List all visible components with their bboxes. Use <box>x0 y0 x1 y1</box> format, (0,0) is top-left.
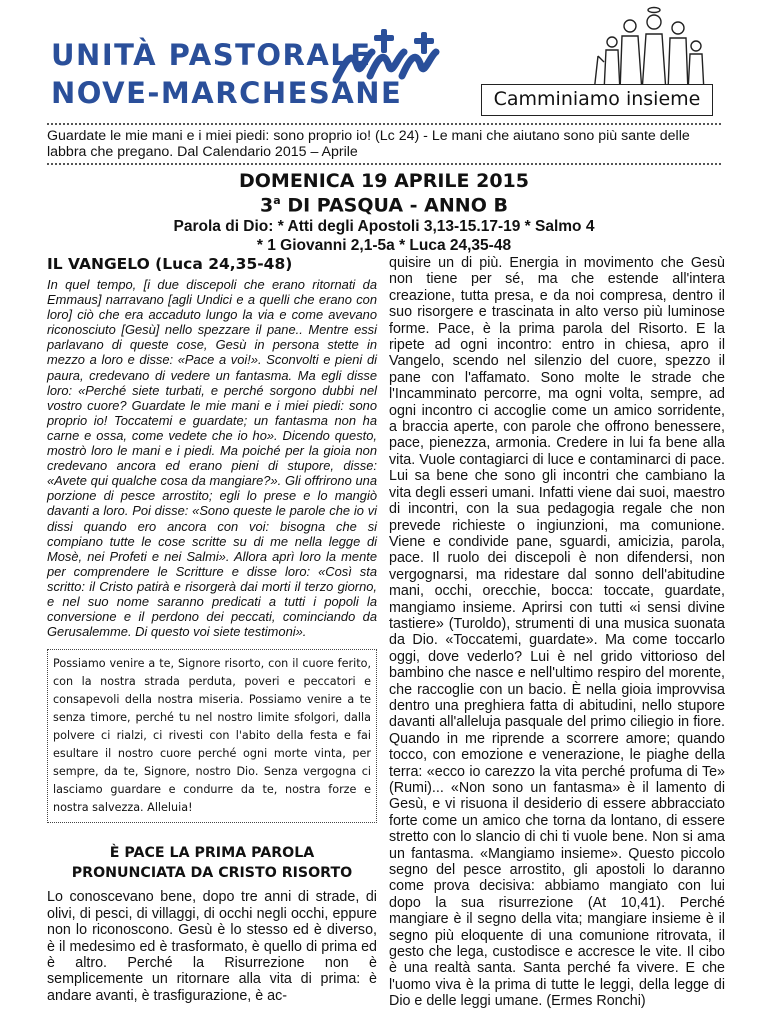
left-column <box>47 255 377 1004</box>
parish-title-line1: UNITÀ PASTORALE <box>51 38 372 72</box>
right-column <box>389 255 725 1010</box>
commentary-heading-line1: È PACE LA PRIMA PAROLA <box>109 845 315 862</box>
commentary-heading <box>47 843 377 883</box>
commentary-text-left: Lo conoscevano bene, dopo tre anni di strade, di olivi, di pesci, di villaggi, di occhi negli occhi, eppure non lo riconoscono. Gesù è lo stesso ed è diverso, è il medesimo ed è trasformato, è quello di prima ed è altro. Perché la Risurrezione non è semplicemente un ritornare alla vita di prima: è andare avanti, è trasfigurazione, è ac- <box>47 889 377 1004</box>
tagline-box: Camminiamo insieme <box>481 84 713 116</box>
parish-title-line2: NOVE-MARCHESANE <box>51 76 403 110</box>
commentary-text-right: quisire un di più. Energia in movimento che Gesù non tiene per sé, ma che estende all'intera creazione, tutta presa, e da noi compresa, dentro il suo risorgere e trascinata in alto verso più luminose forme. Pace, è la prima parola del Risorto. E la ripete ad ogni incontro: entro in chiesa, apro il Vangelo, scendo nel silenzio del cuore, spezzo il pane con l'affamato. Sono molte le strade che l'Incamminato percorre, ma ogni volta, sempre, ad ogni incontro ci accoglie come un amico sorridente, a braccia aperte, con parole che offrono benessere, pace, pienezza, armonia. Credere in lui fa bene alla vita. Vuole contagiarci di luce e contaminarci di pace. Lui sa bene che sono gli incontri che cambiano la vita degli esseri umani. Infatti viene dai suoi, maestro di incontri, con la sua pedagogia regale che non prevede richieste o ingiunzioni, ma comunione. Viene e condivide pane, sguardi, amicizia, parola, pace. Il ruolo dei discepoli è non difendersi, non vergognarsi, ma ridestare dal sonno dell'abitudine mani, occhi, orecchie, bocca: toccate, guardate, mangiamo insieme. Aprirsi con tutti «i sensi divine tastiere» (Turoldo), strumenti di una musica suonata da Dio. «Toccatemi, guardate». Ma come toccarlo oggi, dove vederlo? Lui è nel grido vittorioso del bambino che nasce e nell'ultimo respiro del morente, che raccoglie con un bacio. È nella gioia improvvisa dentro una preghiera fatta di abitudini, nello stupore davanti all'alleluja pasquale del primo ciliegio in fiore. Quando in me riprende a scorrere amore; quando tocco, con emozione e venerazione, le piaghe della terra: «ecco io carezzo la vita perché profuma di Te» (Rumi)... «Non sono un fantasma» è il lamento di Gesù, e vi risuona il desiderio di essere abbracciato forte come un amico che torna da lontano, di essere stretto con lo slancio di chi ti vuole bene. Non si ama un fantasma. «Mangiamo insieme». Questo piccolo segno del pesce arrostito, gli apostoli lo daranno come prova decisiva: abbiamo mangiato con lui dopo la sua risurrezione (At 10,41). Perché mangiare è il segno della vita; mangiare insieme è il segno più eloquente di una comunione ritrovata, il gesto che lega, custodisce e accresce le vite. Il cibo è una realtà santa. Santa perché fa vivere. E che l'uomo viva è la prima di tutte le leggi, della legge di Dio e delle leggi umane. (Ermes Ronchi) <box>389 255 725 1010</box>
gospel-text: In quel tempo, [i due discepoli che erano ritornati da Emmaus] narravano [agli Undici e a quelli che erano con loro] ciò che era accaduto lungo la via e come avevano riconosciuto [Gesù] nello spezzare il pane.. Mentre essi parlavano di queste cose, Gesù in persona stette in mezzo a loro e disse: «Pace a voi!». Sconvolti e pieni di paura, credevano di vedere un fantasma. Ma egli disse loro: «Perché siete turbati, e perché sorgono dubbi nel vostro cuore? Guardate le mie mani e i miei piedi: sono proprio io! Toccatemi e guardate; un fantasma non ha carne e ossa, come vedete che io ho». Dicendo questo, mostrò loro le mani e i piedi. Ma poiché per la gioia non credevano ancora ed erano pieni di stupore, disse: «Avete qui qualche cosa da mangiare?». Gli offrirono una porzione di pesce arrostito; egli lo prese e lo mangiò davanti a loro. Poi disse: «Sono queste le parole che io vi dissi quando ero ancora con voi: bisogna che si compiano tutte le cose scritte su di me nella legge di Mosè, nei Profeti e nei Salmi». Allora aprì loro la mente per comprendere le Scritture e disse loro: «Così sta scritto: il Cristo patirà e risorgerà dai morti il terzo giorno, e nel suo nome saranno predicati a tutti i popoli la conversione e il perdono dei peccati, cominciando da Gerusalemme. Di questo voi siete testimoni». <box>47 277 377 640</box>
parish-logo-icon <box>330 26 450 98</box>
subtitle-number: 3 <box>260 194 274 217</box>
header <box>0 0 768 125</box>
people-drawing-icon <box>590 4 708 92</box>
subtitle-ordinal: a <box>273 194 281 207</box>
readings-line1: Parola di Dio: * Atti degli Apostoli 3,13-15.17-19 * Salmo 4 <box>173 218 595 235</box>
subtitle-text: DI PASQUA - ANNO B <box>287 194 508 217</box>
gospel-heading: IL VANGELO (Luca 24,35-48) <box>47 255 293 273</box>
liturgical-subtitle <box>0 194 768 216</box>
commentary-heading-line2: PRONUNCIATA DA CRISTO RISORTO <box>71 865 353 882</box>
page-title: DOMENICA 19 APRILE 2015 <box>238 170 529 192</box>
quote-banner: Guardate le mie mani e i miei piedi: sono proprio io! (Lc 24) - Le mani che aiutano sono più sante delle labbra che pregano. Dal Calendario 2015 – Aprile <box>47 123 721 165</box>
prayer-box: Possiamo venire a te, Signore risorto, con il cuore ferito, con la nostra strada perduta, poveri e peccatori e consapevoli della nostra miseria. Possiamo venire a te senza timore, perché tu nel nostro limite sfolgori, dalla polvere ci rialzi, ci rivesti con l'abito della festa e fai esultare il nostro cuore perché ogni morte vinta, per sempre, da te, Signore, nostro Dio. Senza vergogna ci lasciamo guardare e condurre da te, nostra forze e nostra salvezza. Alleluia! <box>47 649 377 823</box>
readings-line2: * 1 Giovanni 2,1-5a * Luca 24,35-48 <box>256 237 512 254</box>
